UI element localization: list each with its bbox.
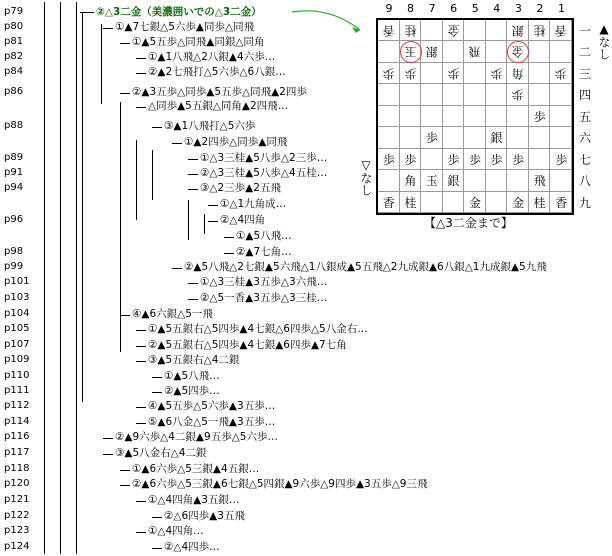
tree-connector	[136, 107, 146, 108]
sente-piece: 歩	[555, 152, 568, 167]
move-line	[148, 49, 275, 65]
board-square	[443, 84, 465, 105]
move-line	[148, 321, 368, 337]
page-number: p84	[4, 66, 24, 77]
sente-piece: 香	[555, 195, 568, 210]
move-line	[200, 150, 327, 166]
page-number: p121	[4, 494, 30, 505]
gote-piece: 玉	[404, 44, 417, 59]
variation-number: ①	[132, 463, 142, 475]
variation-number: ②	[115, 431, 125, 443]
board-square	[550, 84, 572, 105]
move-sequence: ②△3二金	[96, 6, 142, 18]
variation-number: ③	[148, 354, 158, 366]
sente-piece: 銀	[447, 174, 460, 189]
move-sequence: ▲9六歩△4二銀▲9五歩△5六歩…	[124, 431, 278, 443]
move-line	[220, 196, 286, 212]
variation-number: ①	[115, 21, 125, 33]
board-square	[443, 106, 465, 127]
variation-number: ①	[164, 370, 174, 382]
guide-line	[60, 2, 61, 554]
shogi-board	[376, 18, 574, 215]
tree-connector	[136, 532, 146, 533]
page-number: p101	[4, 276, 30, 287]
tree-connector	[136, 361, 146, 362]
file-label: 2	[536, 2, 544, 15]
move-line	[148, 414, 275, 430]
sente-piece: 歩	[468, 152, 481, 167]
move-sequence: ▲1八飛△2八銀▲4六歩…	[157, 51, 276, 63]
board-square	[421, 149, 443, 170]
page-number: p98	[4, 246, 24, 257]
variation-number: ①	[184, 136, 194, 148]
tree-connector	[82, 12, 83, 402]
page-number: p123	[4, 525, 30, 536]
tree-connector	[152, 377, 162, 378]
move-sequence: △4四角▲3五銀…	[157, 494, 240, 506]
move-line	[148, 337, 347, 353]
move-line	[96, 4, 262, 20]
gote-piece: 桂	[533, 23, 546, 38]
gote-piece: 香	[555, 23, 568, 38]
tree-connector	[188, 200, 189, 240]
page-number: p116	[4, 431, 30, 442]
gote-piece: 歩	[555, 66, 568, 81]
file-label: 3	[514, 2, 522, 15]
move-sequence: ▲5八金右△4二銀	[124, 447, 207, 459]
rank-label: 五	[578, 109, 591, 124]
move-sequence: △3三桂▲3五歩△3六飛…	[209, 276, 328, 288]
move-sequence: ▲5八飛△2七銀▲5六飛△1八銀成▲5五飛△2九成銀▲6八銀△1九成銀▲5九飛	[193, 261, 547, 273]
variation-number: ①	[148, 51, 158, 63]
file-label: 5	[471, 2, 479, 15]
move-sequence: ▲5五銀右△4二銀	[157, 354, 240, 366]
board-square	[421, 63, 443, 84]
move-line	[132, 34, 264, 50]
tree-connector	[208, 221, 218, 222]
variation-number: ②	[148, 339, 158, 351]
variation-number: ③	[115, 447, 125, 459]
page-number: p111	[4, 385, 30, 396]
sente-piece: 桂	[404, 195, 417, 210]
board-square	[421, 192, 443, 213]
variation-number: ①	[148, 525, 158, 537]
gote-hand: ▽なし	[359, 158, 373, 196]
board-square	[378, 106, 400, 127]
tree-connector	[152, 517, 162, 518]
file-label: 6	[450, 2, 458, 15]
move-sequence: △6四歩▲3五飛	[173, 510, 245, 522]
move-line	[148, 352, 239, 368]
tree-connector	[152, 150, 153, 200]
move-line	[164, 508, 245, 524]
variation-number: ②	[132, 86, 142, 98]
sente-piece: 角	[404, 174, 417, 189]
variation-number: ①	[132, 36, 142, 48]
move-sequence: △2三歩▲2五飛	[209, 182, 281, 194]
gote-piece: 金	[447, 23, 460, 38]
gote-piece: 香	[382, 23, 395, 38]
board-square	[378, 170, 400, 191]
page-number: p81	[4, 36, 24, 47]
variation-number: ②	[164, 385, 174, 397]
page-number: p110	[4, 370, 30, 381]
gote-piece: 角	[512, 66, 525, 81]
move-sequence: ▲6六歩△5三銀▲4五銀…	[141, 463, 260, 475]
gote-piece: 銀	[425, 44, 438, 59]
gote-piece: 歩	[404, 66, 417, 81]
tree-connector	[101, 24, 102, 104]
sente-piece: 金	[468, 195, 481, 210]
move-sequence: ▲5八飛…	[245, 230, 292, 242]
move-sequence: ▲7七角…	[245, 246, 292, 258]
page-number: p112	[4, 400, 30, 411]
gote-piece: 桂	[404, 23, 417, 38]
board-square	[443, 192, 465, 213]
file-label: 4	[493, 2, 501, 15]
move-sequence: ▲6六歩△5三銀▲6七銀△5四銀▲9六歩△9四歩▲3五歩△9三飛	[141, 478, 428, 490]
tree-connector	[224, 253, 234, 254]
rank-label: 八	[578, 174, 591, 189]
sente-piece: 歩	[447, 152, 460, 167]
move-sequence: △同歩▲5五銀△同角▲2四飛…	[148, 100, 289, 112]
tree-connector	[120, 102, 121, 352]
move-line	[148, 492, 239, 508]
page-number: p109	[4, 354, 30, 365]
page-number: p91	[4, 167, 24, 178]
move-line	[164, 368, 220, 384]
move-line	[164, 118, 255, 134]
gote-piece: 歩	[447, 66, 460, 81]
variation-number: ①	[200, 276, 210, 288]
tree-connector	[136, 58, 146, 59]
tree-connector	[120, 315, 130, 316]
page-number: p117	[4, 447, 30, 458]
move-line	[200, 165, 327, 181]
page-number: p122	[4, 510, 30, 521]
move-sequence: ▲5五歩△5六歩▲3五歩…	[157, 400, 276, 412]
move-line	[184, 259, 547, 275]
board-square	[529, 84, 551, 105]
page-number: p120	[4, 478, 30, 489]
board-square	[550, 170, 572, 191]
sente-piece: 金	[512, 195, 525, 210]
page-number: p105	[4, 323, 30, 334]
gote-piece: 飛	[468, 44, 481, 59]
tree-connector	[136, 501, 146, 502]
move-sequence: △4四角…	[157, 525, 204, 537]
page-number: p80	[4, 21, 24, 32]
move-sequence: ▲6八金△5一飛▲3五歩…	[157, 416, 276, 428]
move-sequence: ▲5四歩…	[173, 385, 220, 397]
sente-piece: 桂	[533, 195, 546, 210]
board-square	[529, 149, 551, 170]
move-sequence: △4四角	[229, 214, 266, 226]
move-line	[200, 180, 281, 196]
tree-connector	[208, 205, 218, 206]
tree-connector	[120, 485, 130, 486]
move-sequence: ▲1八飛打△5六歩	[173, 120, 256, 132]
page-number: p107	[4, 339, 30, 350]
tree-connector	[172, 143, 182, 144]
gote-piece: 歩	[382, 66, 395, 81]
board-square	[378, 84, 400, 105]
move-sequence: △5一香▲3五歩△3三桂…	[209, 292, 328, 304]
board-square	[400, 106, 422, 127]
tree-connector	[152, 548, 162, 549]
board-square	[378, 127, 400, 148]
board-square	[486, 192, 508, 213]
tree-connector	[152, 392, 162, 393]
gote-piece: 歩	[512, 87, 525, 102]
board-square	[443, 41, 465, 62]
rank-label: 三	[578, 66, 591, 81]
sente-hand: ▲なし	[597, 22, 611, 60]
tree-connector	[120, 43, 130, 44]
tree-connector	[136, 423, 146, 424]
page-number: p96	[4, 214, 24, 225]
guide-line	[76, 2, 77, 554]
variation-number: ①	[236, 230, 246, 242]
tree-connector	[120, 93, 130, 94]
move-sequence: ▲5五歩△同飛▲同銀△同角	[141, 36, 265, 48]
move-line	[115, 19, 254, 35]
move-sequence: ▲5五銀右△5四歩▲4七銀▲6四歩▲7七角	[157, 339, 347, 351]
tree-connector	[188, 189, 198, 190]
variation-number: ①	[148, 323, 158, 335]
board-square	[550, 127, 572, 148]
page-number: p103	[4, 292, 30, 303]
gote-piece: 歩	[490, 66, 503, 81]
variation-number: ④	[148, 400, 158, 412]
tree-connector	[188, 174, 198, 175]
page-number: p89	[4, 152, 24, 163]
variation-number: ②	[200, 167, 210, 179]
sente-piece: 歩	[490, 152, 503, 167]
variation-number: ③	[200, 182, 210, 194]
variation-number: ③	[164, 120, 174, 132]
move-line	[132, 306, 213, 322]
sente-piece: 歩	[533, 109, 546, 124]
variation-number: ①	[148, 494, 158, 506]
page-number: p82	[4, 51, 24, 62]
move-line	[200, 274, 327, 290]
page-number: p118	[4, 463, 30, 474]
rank-label: 七	[578, 152, 591, 167]
move-line	[200, 290, 327, 306]
move-line	[236, 244, 292, 260]
move-sequence: ▲6六銀△5一飛	[141, 308, 213, 320]
tree-connector	[136, 140, 137, 220]
page-number: p94	[4, 182, 24, 193]
tree-connector	[188, 159, 198, 160]
board-square	[486, 41, 508, 62]
move-line	[220, 212, 265, 228]
move-sequence: △4四歩…	[173, 541, 220, 553]
board-square	[400, 84, 422, 105]
move-line	[132, 461, 259, 477]
variation-number: ④	[132, 308, 142, 320]
variation-number: ②	[148, 66, 158, 78]
move-line	[164, 539, 220, 555]
tree-connector	[172, 268, 182, 269]
rank-label: 四	[578, 88, 591, 103]
board-square	[378, 41, 400, 62]
board-square	[486, 106, 508, 127]
page-number: p79	[4, 6, 24, 17]
move-line	[148, 98, 288, 114]
tree-connector	[120, 470, 130, 471]
board-caption: 【△3二金まで】	[424, 216, 513, 230]
rank-label: 九	[578, 195, 591, 210]
move-sequence: ▲5八飛…	[173, 370, 220, 382]
variation-number: ②	[184, 261, 194, 273]
gote-piece: 金	[512, 44, 525, 59]
page-number: p86	[4, 86, 24, 97]
board-square	[421, 84, 443, 105]
headline-note: （美濃囲いでの△3二金）	[141, 6, 262, 18]
move-sequence: ▲3五歩△同歩▲5五歩△同飛▲2四歩	[141, 86, 307, 98]
tree-connector	[136, 73, 146, 74]
board-square	[550, 41, 572, 62]
sente-piece: 香	[382, 195, 395, 210]
variation-number: ②	[200, 292, 210, 304]
tree-connector	[188, 283, 198, 284]
board-square	[507, 127, 529, 148]
move-line	[115, 445, 206, 461]
board-square	[486, 20, 508, 41]
board-square	[507, 170, 529, 191]
page-number: p99	[4, 261, 24, 272]
move-line	[148, 398, 275, 414]
move-sequence: ▲5五銀右△5四歩▲4七銀△6四歩△5八金右…	[157, 323, 368, 335]
board-square	[464, 127, 486, 148]
sente-piece: 歩	[512, 152, 525, 167]
page-number: p124	[4, 541, 30, 552]
variation-number: ②	[220, 214, 230, 226]
page-number: p104	[4, 308, 30, 319]
variation-number: ②	[164, 510, 174, 522]
sente-piece: 歩	[404, 152, 417, 167]
board-square	[529, 63, 551, 84]
board-square	[464, 84, 486, 105]
board-square	[421, 106, 443, 127]
tree-connector	[103, 438, 113, 439]
board-square	[486, 84, 508, 105]
move-sequence: △3三桂▲5八歩△4五桂…	[209, 167, 328, 179]
file-label: 7	[428, 2, 436, 15]
board-square	[400, 127, 422, 148]
variation-number: ①	[200, 152, 210, 164]
tree-connector	[136, 330, 146, 331]
move-line	[132, 476, 427, 492]
board-square	[443, 127, 465, 148]
rank-label: 六	[578, 131, 591, 146]
board-square	[550, 106, 572, 127]
variation-number: ②	[236, 246, 246, 258]
variation-number: ②	[164, 541, 174, 553]
move-line	[236, 228, 292, 244]
sente-piece: 銀	[490, 131, 503, 146]
tree-connector	[224, 237, 234, 238]
board-square	[529, 41, 551, 62]
move-sequence: △3三桂▲5八歩△2三歩…	[209, 152, 328, 164]
tree-connector	[204, 214, 205, 234]
tree-connector	[152, 127, 162, 128]
board-square	[464, 170, 486, 191]
variation-number: ①	[220, 198, 230, 210]
rank-label: 一	[578, 24, 591, 38]
board-square	[486, 170, 508, 191]
move-sequence: ▲2四歩△同歩▲同飛	[193, 136, 288, 148]
move-line	[115, 429, 278, 445]
tree-connector	[103, 28, 113, 29]
file-label: 9	[385, 2, 393, 15]
board-square	[464, 20, 486, 41]
page-number: p114	[4, 416, 30, 427]
variation-number: ⑤	[148, 416, 158, 428]
board-square	[507, 106, 529, 127]
file-label: 1	[557, 2, 565, 15]
sente-piece: 飛	[533, 174, 546, 189]
board-square	[464, 63, 486, 84]
move-sequence: ▲2七飛打△5六歩△6八銀…	[157, 66, 286, 78]
rank-label: 二	[578, 45, 591, 60]
board-square	[529, 127, 551, 148]
board-square	[421, 20, 443, 41]
move-line	[184, 134, 287, 150]
board-square	[464, 106, 486, 127]
tree-connector	[136, 407, 146, 408]
sente-piece: 歩	[425, 131, 438, 146]
variation-number: ②	[132, 478, 142, 490]
move-line	[164, 383, 220, 399]
highlight-circle	[400, 41, 422, 63]
guide-line	[44, 2, 45, 554]
sente-piece: 歩	[382, 152, 395, 167]
tree-connector	[136, 346, 146, 347]
page-number: p88	[4, 120, 24, 131]
tree-connector	[188, 299, 198, 300]
file-label: 8	[407, 2, 415, 15]
move-sequence: ▲7七銀△5六歩▲同歩△同飛	[124, 21, 255, 33]
move-line	[148, 523, 204, 539]
move-line	[148, 64, 286, 80]
tree-connector	[103, 454, 113, 455]
sente-piece: 玉	[425, 174, 438, 189]
gote-piece: 銀	[512, 23, 525, 38]
move-sequence: △1九角成…	[229, 198, 287, 210]
